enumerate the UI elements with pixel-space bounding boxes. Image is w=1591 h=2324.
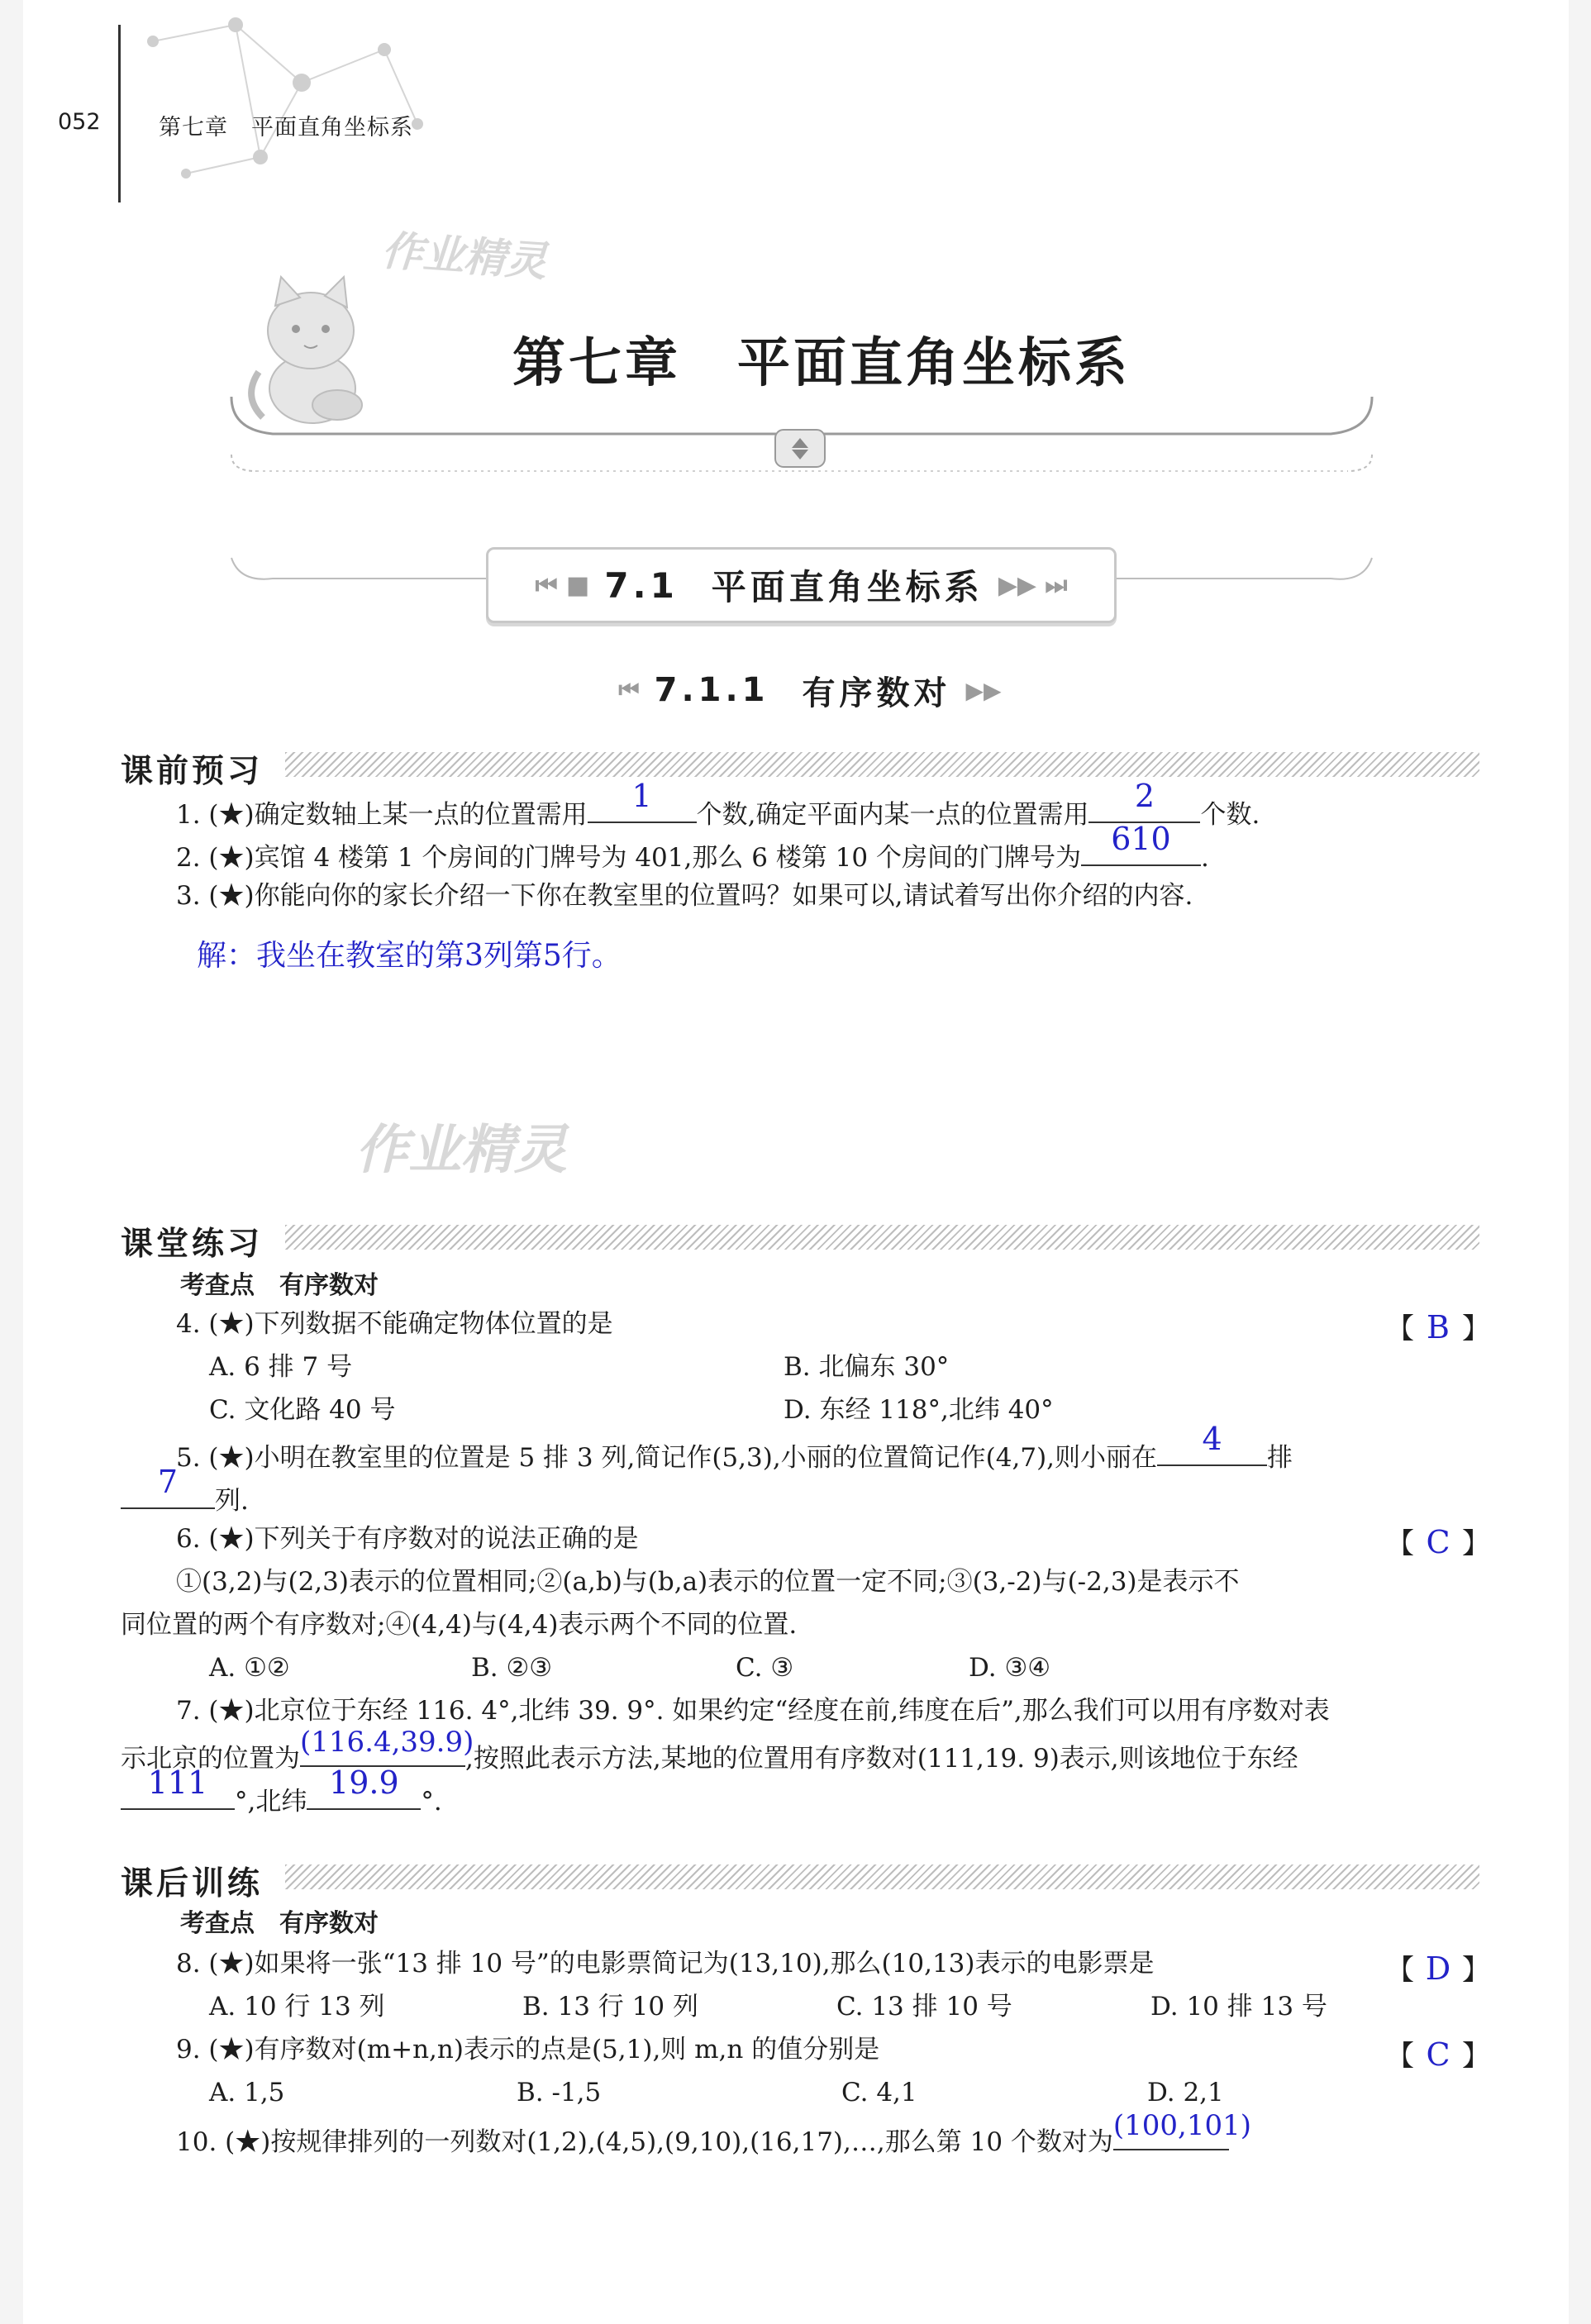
answer-q7-3: 19.9: [329, 1764, 399, 1801]
question-6: 6. (★)下列关于有序数对的说法正确的是: [176, 1524, 639, 1554]
hatch-divider: [285, 752, 1479, 777]
watermark-top: 作业精灵: [379, 226, 549, 286]
option-6d: D. ③④: [969, 1653, 1051, 1683]
subsection-title: [579, 665, 1041, 715]
question-4: 4. (★)下列数据不能确定物体位置的是: [176, 1309, 613, 1339]
section-name: 平面直角坐标系: [711, 567, 984, 607]
section-title: [488, 550, 1114, 621]
answer-q1-1: 1: [631, 777, 652, 814]
page-number: 052: [58, 109, 101, 135]
option-4a: A. 6 排 7 号: [209, 1352, 353, 1382]
answer-q8: D: [1425, 1950, 1451, 1987]
part-heading-pre: 课前预习: [121, 753, 264, 790]
answer-bracket-q8: 【 D 】: [1386, 1950, 1490, 1987]
answer-bracket-q4: 【 B 】: [1386, 1309, 1490, 1345]
answer-q2: 610: [1111, 820, 1171, 857]
option-9b: B. -1,5: [517, 2078, 602, 2107]
option-4d: D. 东经 118°,北纬 40°: [784, 1395, 1054, 1425]
rewind-icon: ⏮: [618, 676, 640, 703]
answer-q5-2: 7: [157, 1463, 179, 1500]
option-8b: B. 13 行 10 列: [522, 1992, 698, 2022]
option-6c: C. ③: [736, 1653, 794, 1683]
answer-q1-2: 2: [1134, 777, 1155, 814]
kaodian-label: 考查点 有序数对: [180, 1909, 379, 1938]
option-8d: D. 10 排 13 号: [1150, 1992, 1327, 2022]
forward-icon: ▶▶: [965, 676, 1002, 704]
molecule-decoration: [136, 8, 434, 207]
chapter-title: 第七章 平面直角坐标系: [512, 332, 1131, 394]
question-1: 1. (★)确定数轴上某一点的位置需用 1 个数,确定平面内某一点的位置需用 2 个数.: [176, 777, 1260, 830]
section-number: 7.1: [604, 564, 679, 606]
section-title-box: [486, 547, 1117, 623]
question-2: 2. (★)宾馆 4 楼第 1 个房间的门牌号为 401,那么 6 楼第 10 个房间的门牌号为 610 .: [176, 820, 1209, 873]
question-7-line2: 示北京的位置为 (116.4,39.9) ,按照此表示方法,某地的位置用有序数对(111,19. 9)表示,则该地位于东经: [121, 1725, 1298, 1774]
question-6-line2: 同位置的两个有序数对;④(4,4)与(4,4)表示两个不同的位置.: [121, 1610, 798, 1640]
answer-q6: C: [1426, 1524, 1450, 1560]
part-heading-after: 课后训练: [121, 1865, 264, 1903]
skip-forward-icon: ▶▶ ⏭: [998, 570, 1068, 600]
question-9: 9. (★)有序数对(m+n,n)表示的点是(5,1),则 m,n 的值分别是: [176, 2035, 880, 2064]
option-8c: C. 13 排 10 号: [836, 1992, 1012, 2022]
question-8: 8. (★)如果将一张“13 排 10 号”的电影票简记为(13,10),那么(10,13)表示的电影票是: [176, 1949, 1155, 1979]
question-7-line1: 7. (★)北京位于东经 116. 4°,北纬 39. 9°. 如果约定“经度在前,纬度在后”,那么我们可以用有序数对表: [176, 1696, 1330, 1726]
question-7-line3: 111 °,北纬 19.9 °.: [121, 1780, 442, 1818]
answer-q7-1: (116.4,39.9): [300, 1725, 474, 1759]
answer-bracket-q9: 【 C 】: [1386, 2036, 1490, 2073]
question-5-cont: 7 列.: [121, 1479, 249, 1517]
watermark-middle: 作业精灵: [355, 1120, 567, 1181]
option-9a: A. 1,5: [209, 2078, 285, 2107]
subsection-name: 有序数对: [802, 674, 951, 712]
hatch-divider: [285, 1864, 1479, 1889]
option-4c: C. 文化路 40 号: [209, 1395, 396, 1425]
kaodian-label: 考查点 有序数对: [180, 1271, 379, 1300]
question-5: 5. (★)小明在教室里的位置是 5 排 3 列,简记作(5,3),小丽的位置简记作(4,7),则小丽在 4 排: [176, 1420, 1293, 1473]
answer-q9: C: [1426, 2036, 1450, 2073]
question-10: 10. (★)按规律排列的一列数对(1,2),(4,5),(9,10),(16,17),…,那么第 10 个数对为 (100,101): [176, 2108, 1252, 2157]
hatch-divider: [285, 1225, 1479, 1250]
answer-q4: B: [1427, 1309, 1450, 1345]
option-9d: D. 2,1: [1147, 2078, 1224, 2107]
answer-q7-2: 111: [147, 1764, 208, 1801]
option-6b: B. ②③: [471, 1653, 553, 1683]
answer-q10: (100,101): [1112, 2108, 1252, 2142]
question-3: 3. (★)你能向你的家长介绍一下你在教室里的位置吗？如果可以,请试着写出你介绍的内容.: [176, 881, 1193, 911]
answer-q5-1: 4: [1202, 1420, 1222, 1457]
option-6a: A. ①②: [209, 1653, 290, 1683]
option-4b: B. 北偏东 30°: [784, 1352, 950, 1382]
running-title: 第七章 平面直角坐标系: [159, 115, 413, 140]
skip-back-icon: ⏮ ■: [535, 570, 590, 600]
part-heading-class: 课堂练习: [121, 1226, 264, 1263]
answer-q3-solution: 解：我坐在教室的第3列第5行。: [197, 939, 622, 973]
header-rule: [118, 25, 121, 202]
option-9c: C. 4,1: [841, 2078, 917, 2107]
question-6-line1: ①(3,2)与(2,3)表示的位置相同;②(a,b)与(b,a)表示的位置一定不同;③(3,-2)与(-2,3)是表示不: [176, 1567, 1240, 1597]
option-8a: A. 10 行 13 列: [209, 1992, 385, 2022]
answer-bracket-q6: 【 C 】: [1386, 1524, 1490, 1560]
subsection-number: 7.1.1: [654, 671, 769, 709]
